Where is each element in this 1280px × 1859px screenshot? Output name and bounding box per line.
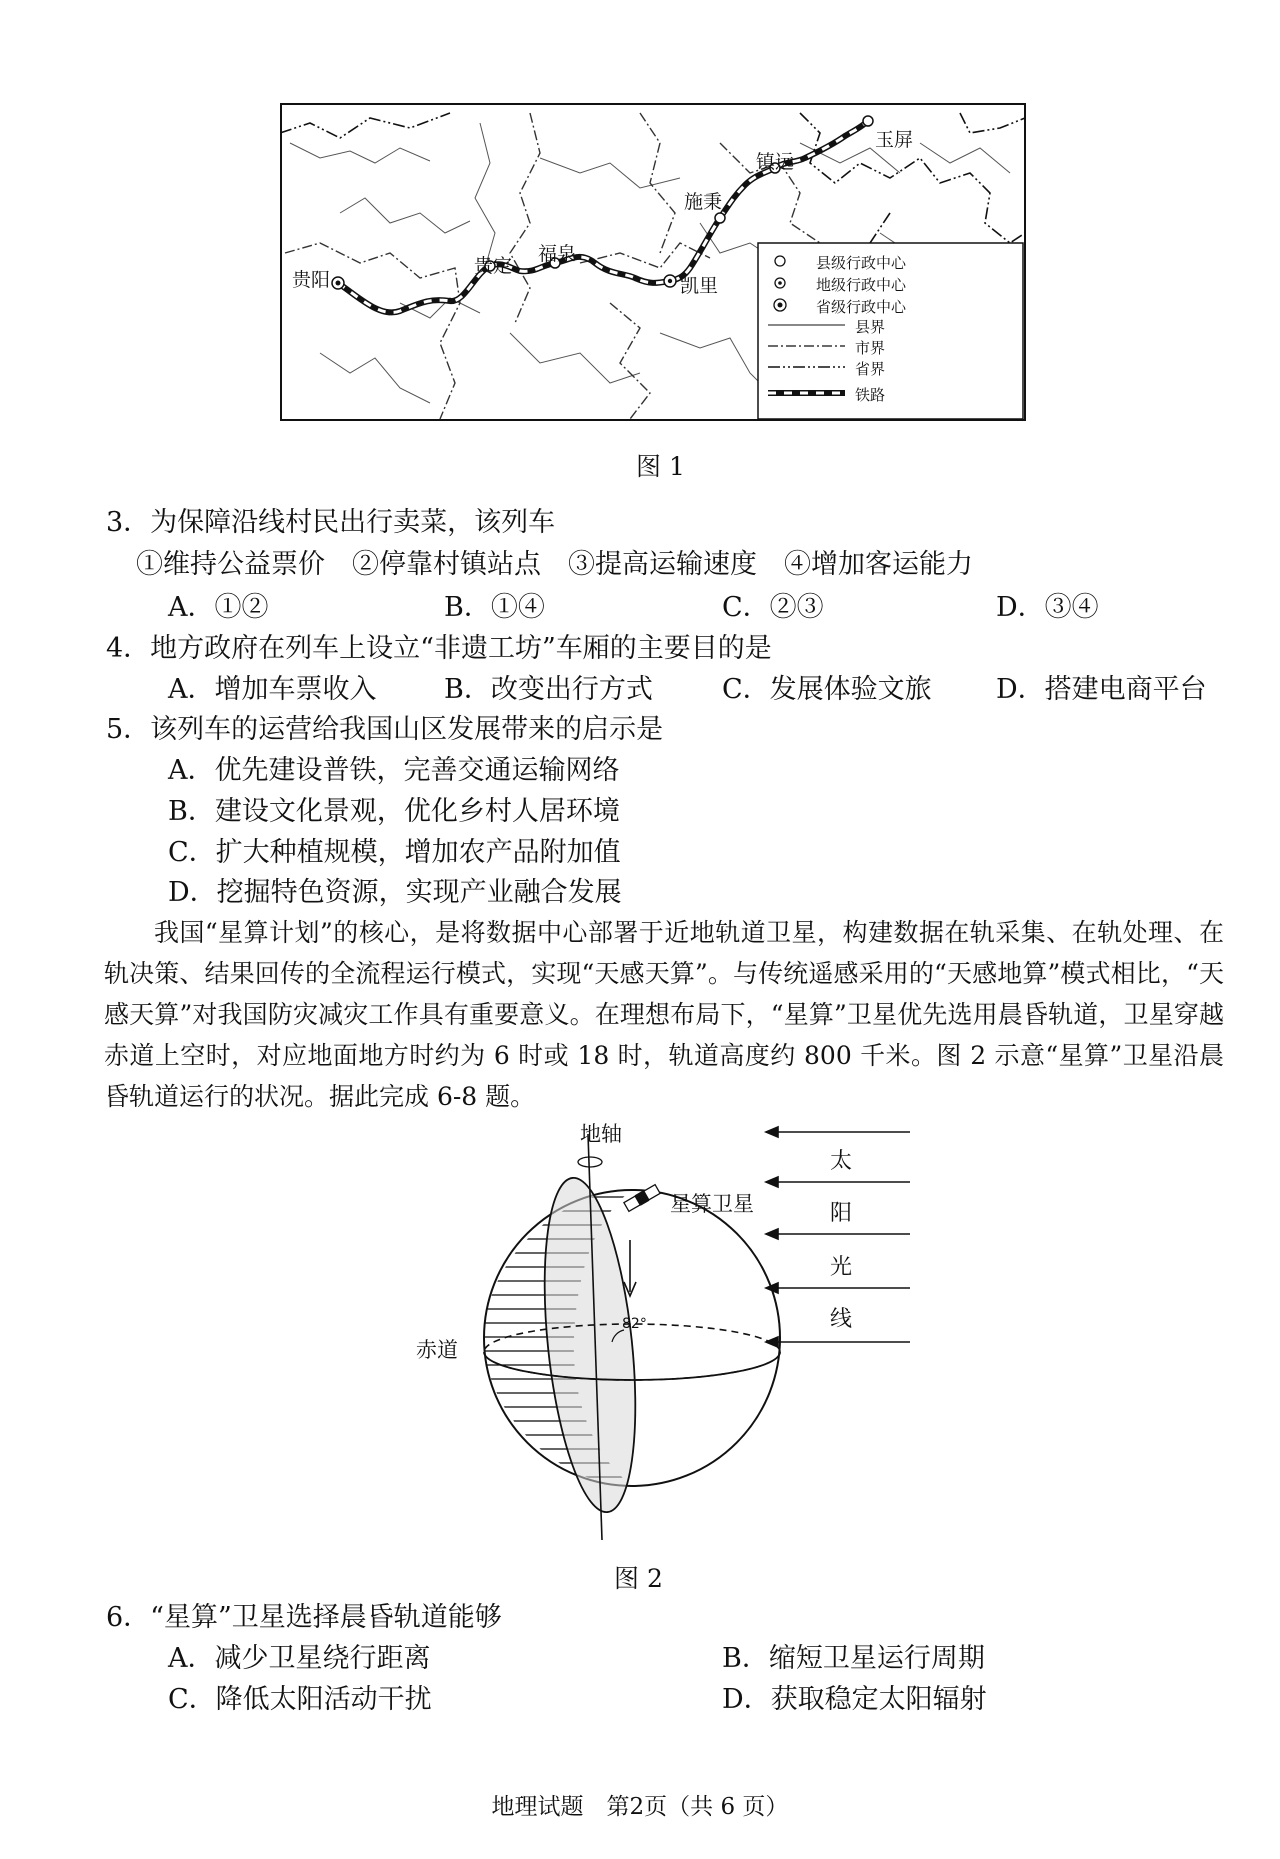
label-zhenyuan: 镇远 [756, 151, 795, 173]
legend-city-border: 市界 [855, 339, 886, 357]
label-fuquan: 福泉 [538, 243, 577, 265]
earth-axis-label: 地轴 [580, 1122, 622, 1146]
q5-stem: 5．该列车的运营给我国山区发展带来的启示是 [106, 714, 664, 745]
q3-items: ①维持公益票价 ②停靠村镇站点 ③提高运输速度 ④增加客运能力 [136, 549, 973, 580]
figure1-map [280, 103, 1026, 421]
page-footer: 地理试题 第2页（共 6 页） [491, 1794, 789, 1820]
q3-option-a: A．①② [168, 592, 269, 623]
figure2-svg [412, 1120, 932, 1550]
figure2-diagram [412, 1120, 932, 1550]
q3-option-d: D．③④ [996, 592, 1099, 623]
sunlight-char-1: 太 [830, 1149, 853, 1174]
map-svg [280, 103, 1026, 421]
q6-stem: 6．“星算”卫星选择晨昏轨道能够 [106, 1602, 502, 1633]
legend-province-symbol [774, 299, 786, 311]
q5-option-a: A．优先建设普铁，完善交通运输网络 [168, 755, 620, 786]
legend-province-border: 省界 [855, 360, 886, 378]
label-shibing: 施秉 [684, 191, 723, 213]
station-yuping [863, 116, 873, 126]
q6-option-d: D．获取稳定太阳辐射 [722, 1684, 987, 1715]
q5-option-c: C．扩大种植规模，增加农产品附加值 [168, 837, 621, 868]
station-guiyang [332, 277, 344, 289]
legend-county-center: 县级行政中心 [816, 254, 907, 272]
figure2-caption: 图 2 [614, 1564, 663, 1593]
label-guiding: 贵定 [474, 255, 513, 277]
q4-option-d: D．搭建电商平台 [996, 674, 1207, 705]
q4-option-c: C．发展体验文旅 [722, 674, 932, 705]
label-yuping: 玉屏 [875, 129, 914, 151]
sunlight-char-2: 阳 [830, 1201, 853, 1226]
rotation-arrow [578, 1157, 602, 1167]
q4-option-a: A．增加车票收入 [168, 674, 377, 705]
equator-label: 赤道 [416, 1338, 458, 1362]
legend-railway: 铁路 [855, 386, 886, 404]
q6-option-a: A．减少卫星绕行距离 [168, 1643, 431, 1674]
q6-option-c: C．降低太阳活动干扰 [168, 1684, 432, 1715]
passage: 我国“星算计划”的核心，是将数据中心部署于近地轨道卫星，构建数据在轨采集、在轨处理、在轨决策、结果回传的全流程运行模式，实现“天感天算”。与传统遥感采用的“天感地算”模式相比，“天感天算”对我国防灾减灾工作具有重要意义。在理想布局下，“星算”卫星优先选用晨昏轨道，卫星穿越赤道上空时，对应地面地方时约为 6 时或 18 时，轨道高度约 800 千米。图 2 示意“星算”卫星沿晨昏轨道运行的状况。据此完成 6-8 题。 [104, 918, 1224, 1111]
figure1-caption: 图 1 [636, 452, 685, 481]
legend-prefecture-center: 地级行政中心 [816, 276, 907, 294]
station-kaili [664, 275, 676, 287]
station-shibing [715, 213, 725, 223]
orbit-ellipse [531, 1174, 650, 1517]
label-guiyang: 贵阳 [292, 269, 331, 291]
q6-option-b: B．缩短卫星运行周期 [722, 1643, 985, 1674]
angle-label: 82° [622, 1316, 647, 1332]
sunlight-char-3: 光 [830, 1255, 853, 1280]
sunlight-char-4: 线 [830, 1307, 853, 1332]
legend-county-border: 县界 [855, 318, 886, 336]
q5-option-b: B．建设文化景观，优化乡村人居环境 [168, 796, 620, 827]
q4-option-b: B．改变出行方式 [444, 674, 653, 705]
legend-province-center: 省级行政中心 [816, 298, 907, 316]
q3-stem: 3．为保障沿线村民出行卖菜，该列车 [106, 507, 556, 538]
q3-option-c: C．②③ [722, 592, 824, 623]
satellite-icon [623, 1184, 660, 1212]
q5-option-d: D．挖掘特色资源，实现产业融合发展 [168, 877, 622, 908]
legend-county-symbol [775, 256, 785, 266]
label-kaili: 凯里 [680, 275, 719, 297]
satellite-label: 星算卫星 [670, 1192, 754, 1216]
q3-option-b: B．①④ [444, 592, 545, 623]
legend-prefecture-symbol [775, 278, 785, 288]
q4-stem: 4．地方政府在列车上设立“非遗工坊”车厢的主要目的是 [106, 633, 772, 664]
